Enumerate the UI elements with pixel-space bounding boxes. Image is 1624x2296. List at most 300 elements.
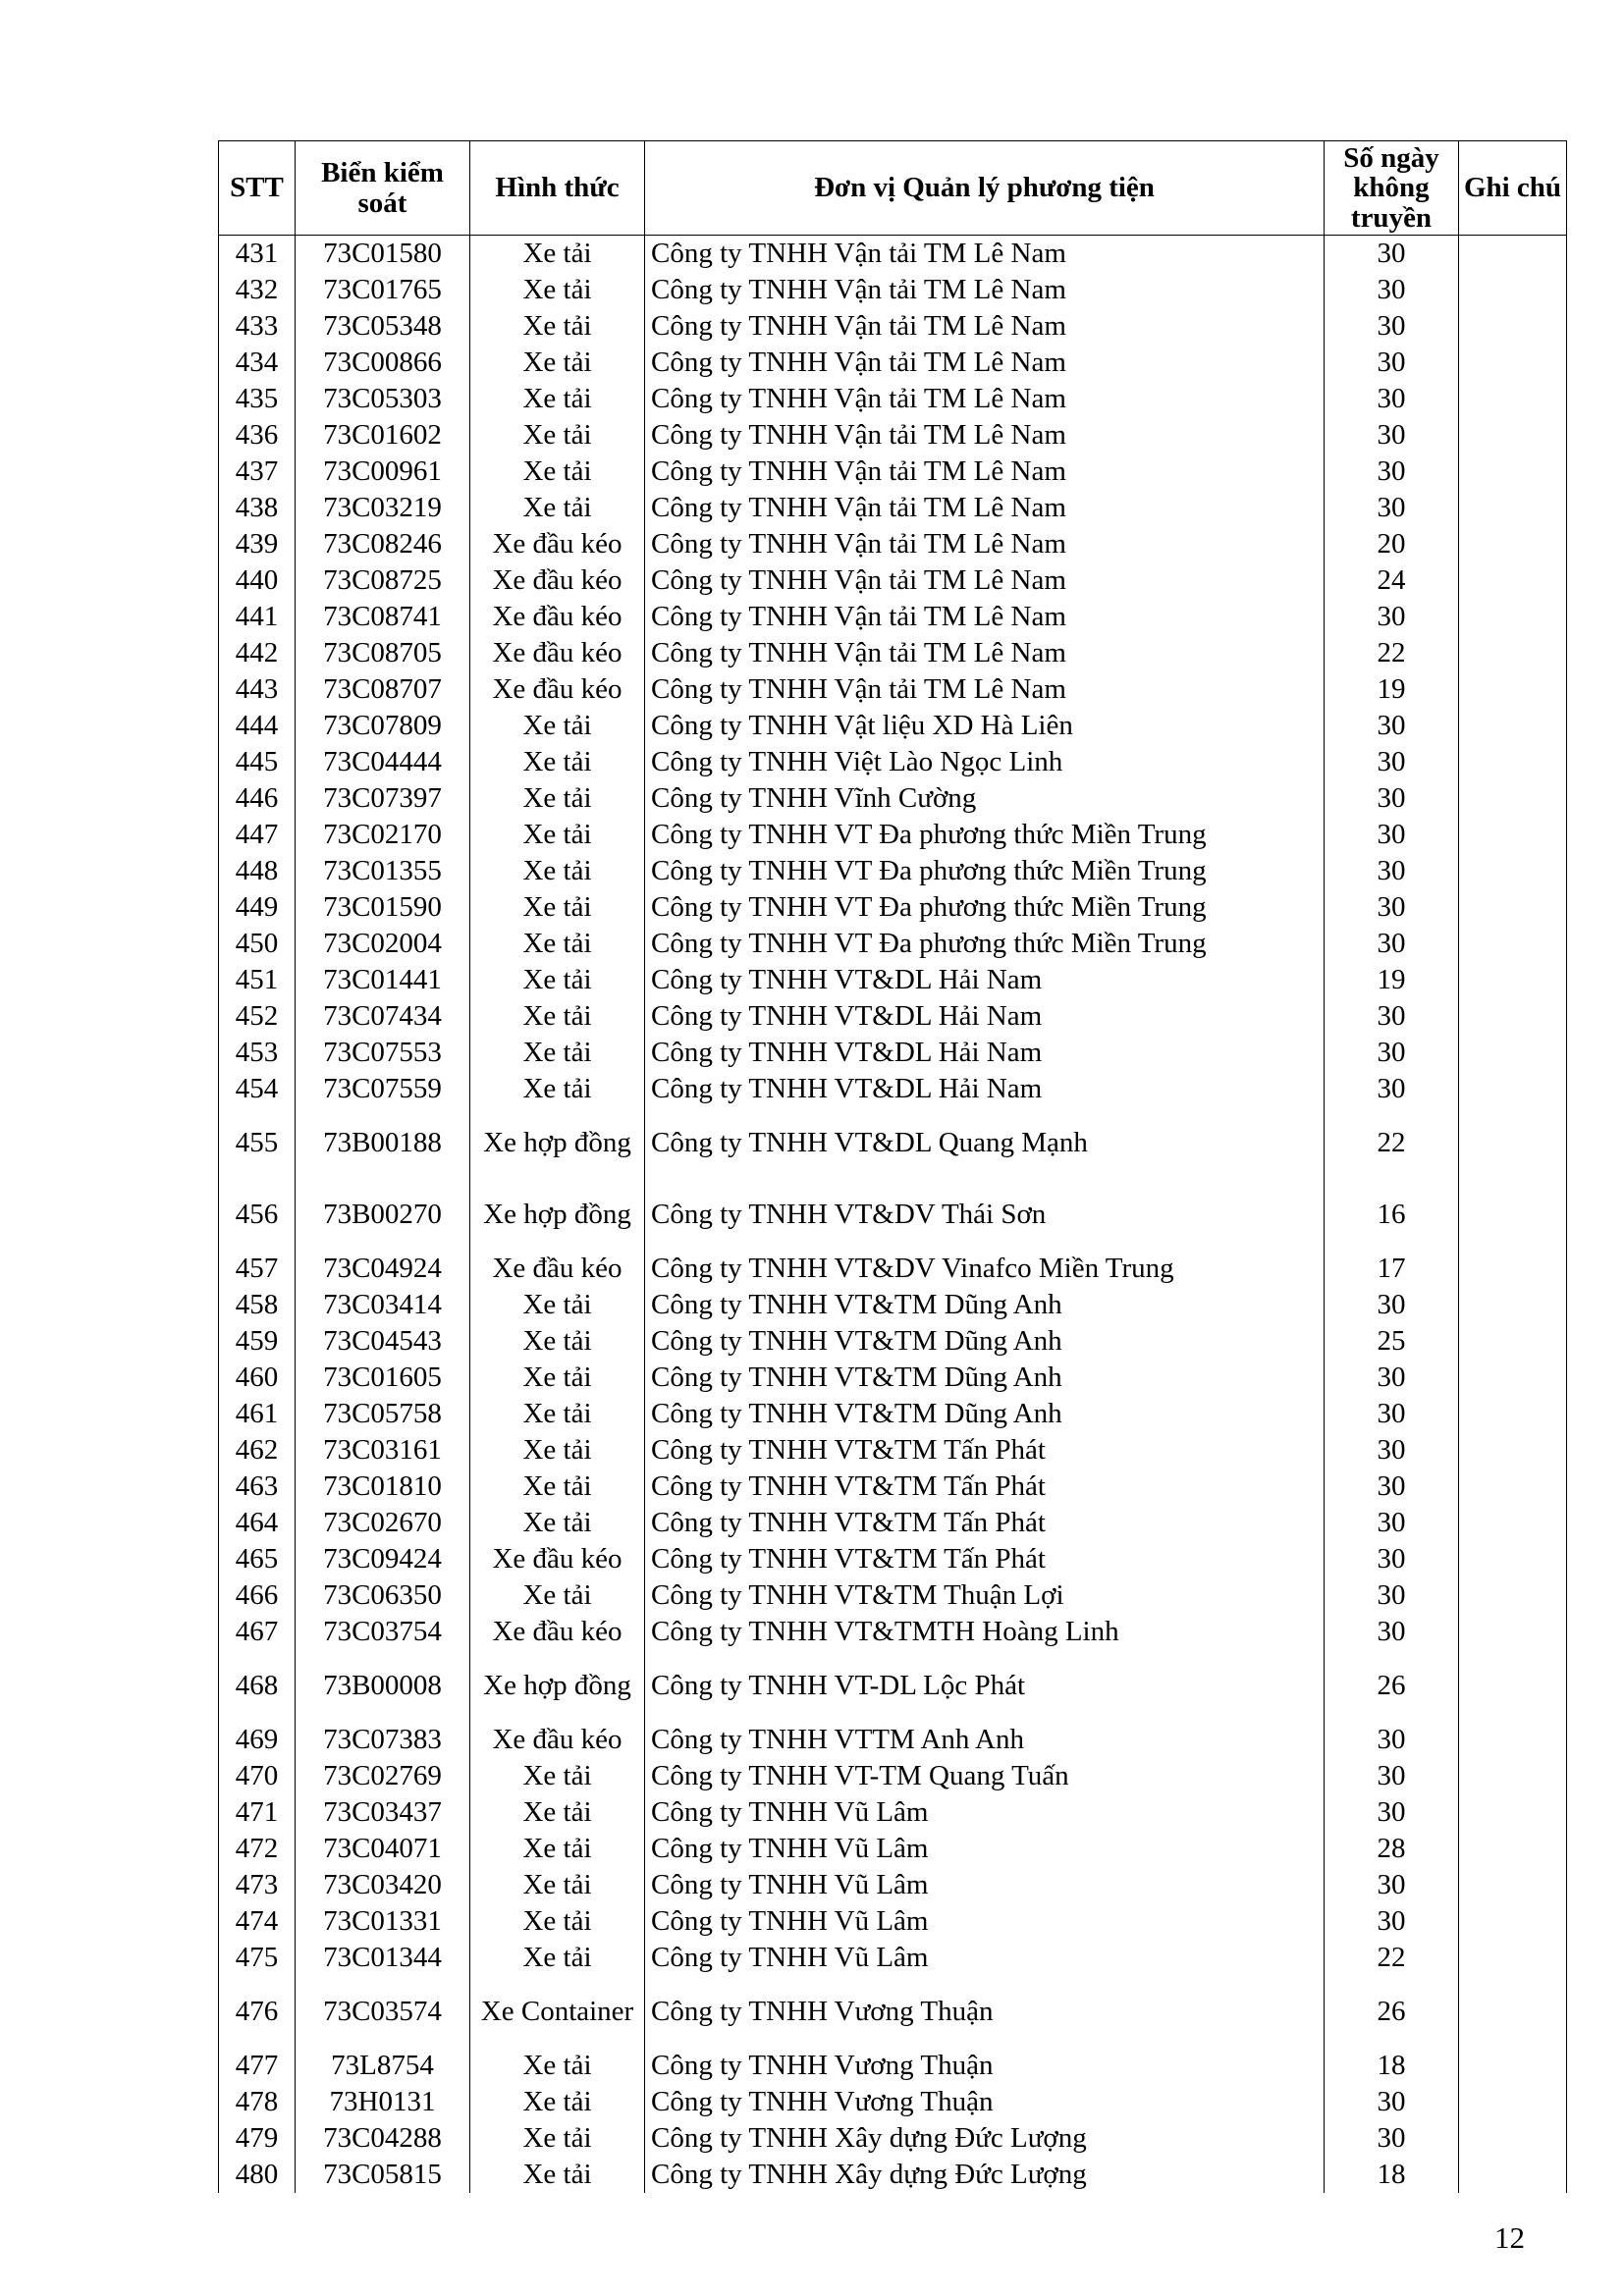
cell-days: 17 [1325, 1251, 1459, 1287]
cell-type: Xe tải [470, 454, 645, 490]
cell-stt: 470 [219, 1758, 296, 1794]
cell-stt: 442 [219, 635, 296, 671]
cell-plate: 73C08725 [296, 562, 470, 599]
table-row [219, 2157, 1567, 2193]
cell-days: 30 [1325, 1722, 1459, 1758]
header-days: Số ngày không truyền [1325, 141, 1459, 236]
table-row [219, 1251, 1567, 1287]
cell-plate: 73C01580 [296, 236, 470, 272]
cell-days: 30 [1325, 744, 1459, 780]
header-plate: Biển kiểm soát [296, 141, 470, 236]
table-row [219, 417, 1567, 454]
cell-days: 22 [1325, 635, 1459, 671]
table-row [219, 780, 1567, 817]
cell-type: Xe tải [470, 1903, 645, 1940]
cell-plate: 73C05303 [296, 381, 470, 417]
cell-stt: 438 [219, 490, 296, 526]
cell-days: 25 [1325, 1323, 1459, 1360]
cell-days: 30 [1325, 2120, 1459, 2157]
cell-days: 18 [1325, 2157, 1459, 2193]
table-row [219, 708, 1567, 744]
cell-stt: 452 [219, 998, 296, 1035]
cell-note [1459, 1505, 1567, 1541]
cell-days: 24 [1325, 562, 1459, 599]
cell-type: Xe đầu kéo [470, 671, 645, 708]
cell-plate: 73C03754 [296, 1614, 470, 1650]
cell-unit: Công ty TNHH VT&TM Tấn Phát [645, 1541, 1325, 1577]
cell-stt: 431 [219, 236, 296, 272]
cell-note [1459, 1541, 1567, 1577]
cell-days: 30 [1325, 490, 1459, 526]
cell-note [1459, 2048, 1567, 2084]
header-unit: Đơn vị Quản lý phương tiện [645, 141, 1325, 236]
cell-type: Xe đầu kéo [470, 1251, 645, 1287]
cell-plate: 73C04288 [296, 2120, 470, 2157]
cell-days: 30 [1325, 853, 1459, 889]
cell-unit: Công ty TNHH VT&TM Dũng Anh [645, 1287, 1325, 1323]
cell-plate: 73C00866 [296, 345, 470, 381]
cell-unit: Công ty TNHH VT-TM Quang Tuấn [645, 1758, 1325, 1794]
cell-unit: Công ty TNHH VT&TM Dũng Anh [645, 1360, 1325, 1396]
cell-type: Xe tải [470, 2120, 645, 2157]
cell-stt: 446 [219, 780, 296, 817]
cell-type: Xe hợp đồng [470, 1650, 645, 1722]
cell-plate: 73C07397 [296, 780, 470, 817]
table-row [219, 962, 1567, 998]
table-row [219, 1577, 1567, 1614]
cell-unit: Công ty TNHH VT&DL Hải Nam [645, 962, 1325, 998]
cell-days: 30 [1325, 272, 1459, 308]
cell-stt: 472 [219, 1831, 296, 1867]
cell-note [1459, 236, 1567, 272]
cell-plate: 73C08246 [296, 526, 470, 562]
cell-note [1459, 962, 1567, 998]
cell-plate: 73C01355 [296, 853, 470, 889]
cell-days: 19 [1325, 962, 1459, 998]
table-row [219, 1107, 1567, 1179]
cell-type: Xe tải [470, 889, 645, 926]
cell-plate: 73C01765 [296, 272, 470, 308]
cell-unit: Công ty TNHH VT&TM Tấn Phát [645, 1505, 1325, 1541]
cell-plate: 73L8754 [296, 2048, 470, 2084]
cell-note [1459, 381, 1567, 417]
cell-type: Xe tải [470, 744, 645, 780]
cell-type: Xe đầu kéo [470, 635, 645, 671]
cell-days: 30 [1325, 889, 1459, 926]
cell-plate: 73C01605 [296, 1360, 470, 1396]
cell-note [1459, 345, 1567, 381]
cell-stt: 456 [219, 1179, 296, 1251]
cell-unit: Công ty TNHH Vận tải TM Lê Nam [645, 236, 1325, 272]
cell-type: Xe tải [470, 2157, 645, 2193]
cell-plate: 73C02170 [296, 817, 470, 853]
cell-unit: Công ty TNHH VT&TM Dũng Anh [645, 1396, 1325, 1432]
cell-stt: 479 [219, 2120, 296, 2157]
cell-days: 22 [1325, 1107, 1459, 1179]
cell-note [1459, 1432, 1567, 1468]
cell-plate: 73C01441 [296, 962, 470, 998]
cell-stt: 444 [219, 708, 296, 744]
cell-plate: 73C08741 [296, 599, 470, 635]
table-row [219, 1468, 1567, 1505]
cell-note [1459, 2157, 1567, 2193]
cell-days: 28 [1325, 1831, 1459, 1867]
table-row [219, 744, 1567, 780]
cell-note [1459, 1577, 1567, 1614]
cell-type: Xe tải [470, 417, 645, 454]
cell-note [1459, 708, 1567, 744]
cell-note [1459, 1179, 1567, 1251]
cell-type: Xe tải [470, 236, 645, 272]
cell-plate: 73C05348 [296, 308, 470, 345]
cell-plate: 73C03161 [296, 1432, 470, 1468]
table-row [219, 817, 1567, 853]
cell-days: 30 [1325, 308, 1459, 345]
cell-type: Xe tải [470, 272, 645, 308]
table-row [219, 1650, 1567, 1722]
cell-note [1459, 1614, 1567, 1650]
table-row [219, 1360, 1567, 1396]
header-note: Ghi chú [1459, 141, 1567, 236]
cell-days: 30 [1325, 817, 1459, 853]
cell-note [1459, 454, 1567, 490]
cell-stt: 476 [219, 1976, 296, 2048]
cell-note [1459, 1107, 1567, 1179]
cell-type: Xe tải [470, 1396, 645, 1432]
cell-unit: Công ty TNHH Vận tải TM Lê Nam [645, 671, 1325, 708]
cell-note [1459, 1396, 1567, 1432]
cell-type: Xe tải [470, 1287, 645, 1323]
cell-type: Xe tải [470, 381, 645, 417]
cell-stt: 450 [219, 926, 296, 962]
cell-days: 18 [1325, 2048, 1459, 2084]
cell-stt: 464 [219, 1505, 296, 1541]
cell-plate: 73C03437 [296, 1794, 470, 1831]
cell-plate: 73H0131 [296, 2084, 470, 2120]
cell-days: 30 [1325, 998, 1459, 1035]
cell-note [1459, 1650, 1567, 1722]
cell-plate: 73C04071 [296, 1831, 470, 1867]
cell-type: Xe tải [470, 926, 645, 962]
cell-days: 30 [1325, 1360, 1459, 1396]
cell-stt: 457 [219, 1251, 296, 1287]
cell-days: 30 [1325, 1794, 1459, 1831]
cell-stt: 460 [219, 1360, 296, 1396]
table-header-row [219, 141, 1567, 236]
table-row [219, 635, 1567, 671]
cell-type: Xe tải [470, 1794, 645, 1831]
cell-note [1459, 490, 1567, 526]
table-row [219, 1903, 1567, 1940]
cell-note [1459, 926, 1567, 962]
cell-type: Xe tải [470, 1360, 645, 1396]
table-row [219, 1867, 1567, 1903]
cell-note [1459, 744, 1567, 780]
cell-unit: Công ty TNHH Xây dựng Đức Lượng [645, 2157, 1325, 2193]
cell-plate: 73C03219 [296, 490, 470, 526]
cell-days: 30 [1325, 1577, 1459, 1614]
cell-days: 30 [1325, 2084, 1459, 2120]
cell-type: Xe tải [470, 2048, 645, 2084]
table-row [219, 599, 1567, 635]
cell-plate: 73C03414 [296, 1287, 470, 1323]
cell-stt: 449 [219, 889, 296, 926]
cell-type: Xe tải [470, 345, 645, 381]
cell-stt: 448 [219, 853, 296, 889]
cell-unit: Công ty TNHH VT Đa phương thức Miền Trung [645, 853, 1325, 889]
cell-stt: 474 [219, 1903, 296, 1940]
table-row [219, 2084, 1567, 2120]
cell-note [1459, 1758, 1567, 1794]
cell-note [1459, 2120, 1567, 2157]
cell-unit: Công ty TNHH Vũ Lâm [645, 1831, 1325, 1867]
cell-unit: Công ty TNHH VT&DV Thái Sơn [645, 1179, 1325, 1251]
cell-unit: Công ty TNHH VT&DV Vinafco Miền Trung [645, 1251, 1325, 1287]
header-type: Hình thức [470, 141, 645, 236]
table-row [219, 1614, 1567, 1650]
cell-type: Xe hợp đồng [470, 1107, 645, 1179]
cell-unit: Công ty TNHH Vận tải TM Lê Nam [645, 308, 1325, 345]
cell-stt: 432 [219, 272, 296, 308]
cell-type: Xe tải [470, 1035, 645, 1071]
cell-type: Xe đầu kéo [470, 562, 645, 599]
cell-stt: 466 [219, 1577, 296, 1614]
cell-plate: 73C07559 [296, 1071, 470, 1107]
cell-unit: Công ty TNHH VT&TM Tấn Phát [645, 1468, 1325, 1505]
cell-unit: Công ty TNHH Vận tải TM Lê Nam [645, 526, 1325, 562]
cell-days: 30 [1325, 1505, 1459, 1541]
table-row [219, 1323, 1567, 1360]
cell-note [1459, 2084, 1567, 2120]
cell-stt: 445 [219, 744, 296, 780]
table-row [219, 1179, 1567, 1251]
cell-unit: Công ty TNHH Vũ Lâm [645, 1903, 1325, 1940]
cell-stt: 437 [219, 454, 296, 490]
cell-plate: 73C02670 [296, 1505, 470, 1541]
cell-type: Xe đầu kéo [470, 526, 645, 562]
cell-plate: 73C01602 [296, 417, 470, 454]
cell-stt: 461 [219, 1396, 296, 1432]
cell-type: Xe tải [470, 962, 645, 998]
cell-days: 30 [1325, 1614, 1459, 1650]
cell-stt: 451 [219, 962, 296, 998]
cell-days: 30 [1325, 381, 1459, 417]
cell-unit: Công ty TNHH Vương Thuận [645, 2084, 1325, 2120]
cell-type: Xe Container [470, 1976, 645, 2048]
cell-unit: Công ty TNHH Vận tải TM Lê Nam [645, 272, 1325, 308]
cell-days: 30 [1325, 599, 1459, 635]
cell-unit: Công ty TNHH Vận tải TM Lê Nam [645, 345, 1325, 381]
cell-note [1459, 1323, 1567, 1360]
cell-days: 30 [1325, 1867, 1459, 1903]
cell-note [1459, 1251, 1567, 1287]
table-row [219, 1396, 1567, 1432]
cell-type: Xe đầu kéo [470, 1722, 645, 1758]
cell-days: 30 [1325, 1903, 1459, 1940]
table-row [219, 1541, 1567, 1577]
cell-plate: 73C07553 [296, 1035, 470, 1071]
cell-days: 30 [1325, 345, 1459, 381]
cell-days: 26 [1325, 1976, 1459, 2048]
cell-plate: 73C06350 [296, 1577, 470, 1614]
cell-note [1459, 1903, 1567, 1940]
cell-type: Xe tải [470, 817, 645, 853]
cell-stt: 453 [219, 1035, 296, 1071]
cell-note [1459, 417, 1567, 454]
cell-unit: Công ty TNHH VT-DL Lộc Phát [645, 1650, 1325, 1722]
cell-plate: 73C01344 [296, 1940, 470, 1976]
table-row [219, 998, 1567, 1035]
cell-note [1459, 1976, 1567, 2048]
cell-type: Xe đầu kéo [470, 1541, 645, 1577]
table-row [219, 272, 1567, 308]
cell-stt: 463 [219, 1468, 296, 1505]
cell-days: 30 [1325, 1396, 1459, 1432]
cell-days: 30 [1325, 417, 1459, 454]
cell-unit: Công ty TNHH VT Đa phương thức Miền Trung [645, 926, 1325, 962]
cell-stt: 462 [219, 1432, 296, 1468]
cell-stt: 434 [219, 345, 296, 381]
cell-days: 16 [1325, 1179, 1459, 1251]
cell-note [1459, 599, 1567, 635]
cell-plate: 73C08705 [296, 635, 470, 671]
cell-stt: 436 [219, 417, 296, 454]
cell-type: Xe tải [470, 490, 645, 526]
cell-unit: Công ty TNHH Vĩnh Cường [645, 780, 1325, 817]
cell-plate: 73C02004 [296, 926, 470, 962]
cell-plate: 73C04444 [296, 744, 470, 780]
cell-stt: 469 [219, 1722, 296, 1758]
cell-type: Xe tải [470, 1071, 645, 1107]
cell-type: Xe tải [470, 853, 645, 889]
table-row [219, 526, 1567, 562]
cell-note [1459, 1831, 1567, 1867]
cell-type: Xe tải [470, 998, 645, 1035]
page-number: 12 [1494, 2220, 1525, 2255]
cell-note [1459, 1794, 1567, 1831]
cell-days: 20 [1325, 526, 1459, 562]
cell-stt: 471 [219, 1794, 296, 1831]
cell-unit: Công ty TNHH VT&TMTH Hoàng Linh [645, 1614, 1325, 1650]
cell-stt: 441 [219, 599, 296, 635]
cell-type: Xe tải [470, 308, 645, 345]
cell-stt: 468 [219, 1650, 296, 1722]
table-row [219, 2048, 1567, 2084]
cell-stt: 477 [219, 2048, 296, 2084]
cell-plate: 73C05758 [296, 1396, 470, 1432]
table-row [219, 1940, 1567, 1976]
table-row [219, 1432, 1567, 1468]
cell-note [1459, 1722, 1567, 1758]
cell-type: Xe tải [470, 1940, 645, 1976]
cell-note [1459, 1071, 1567, 1107]
cell-stt: 455 [219, 1107, 296, 1179]
cell-days: 30 [1325, 1071, 1459, 1107]
cell-type: Xe tải [470, 1505, 645, 1541]
cell-plate: 73C09424 [296, 1541, 470, 1577]
cell-type: Xe tải [470, 1323, 645, 1360]
table-row [219, 1976, 1567, 2048]
cell-unit: Công ty TNHH Vũ Lâm [645, 1867, 1325, 1903]
cell-type: Xe tải [470, 780, 645, 817]
cell-unit: Công ty TNHH VT&TM Thuận Lợi [645, 1577, 1325, 1614]
cell-plate: 73C07434 [296, 998, 470, 1035]
cell-stt: 443 [219, 671, 296, 708]
cell-days: 30 [1325, 708, 1459, 744]
cell-unit: Công ty TNHH Vận tải TM Lê Nam [645, 490, 1325, 526]
cell-note [1459, 817, 1567, 853]
cell-unit: Công ty TNHH Việt Lào Ngọc Linh [645, 744, 1325, 780]
table-row [219, 345, 1567, 381]
cell-stt: 478 [219, 2084, 296, 2120]
table-row [219, 1071, 1567, 1107]
cell-unit: Công ty TNHH VT&DL Hải Nam [645, 1071, 1325, 1107]
header-stt: STT [219, 141, 296, 236]
cell-note [1459, 526, 1567, 562]
cell-stt: 447 [219, 817, 296, 853]
cell-days: 30 [1325, 1758, 1459, 1794]
cell-type: Xe tải [470, 1758, 645, 1794]
cell-type: Xe đầu kéo [470, 1614, 645, 1650]
table-row [219, 454, 1567, 490]
cell-days: 30 [1325, 926, 1459, 962]
cell-stt: 439 [219, 526, 296, 562]
cell-note [1459, 1867, 1567, 1903]
table-row [219, 1794, 1567, 1831]
cell-plate: 73C07809 [296, 708, 470, 744]
cell-unit: Công ty TNHH VT Đa phương thức Miền Trung [645, 817, 1325, 853]
table-row [219, 2120, 1567, 2157]
cell-note [1459, 1360, 1567, 1396]
cell-unit: Công ty TNHH Vũ Lâm [645, 1940, 1325, 1976]
cell-unit: Công ty TNHH Vật liệu XD Hà Liên [645, 708, 1325, 744]
cell-days: 30 [1325, 454, 1459, 490]
cell-plate: 73C00961 [296, 454, 470, 490]
table-row [219, 308, 1567, 345]
cell-type: Xe tải [470, 1831, 645, 1867]
cell-plate: 73C01810 [296, 1468, 470, 1505]
cell-note [1459, 635, 1567, 671]
cell-stt: 467 [219, 1614, 296, 1650]
table-row [219, 1505, 1567, 1541]
cell-days: 30 [1325, 1035, 1459, 1071]
cell-days: 30 [1325, 1287, 1459, 1323]
cell-days: 30 [1325, 780, 1459, 817]
cell-note [1459, 780, 1567, 817]
cell-stt: 440 [219, 562, 296, 599]
table-row [219, 1722, 1567, 1758]
cell-unit: Công ty TNHH VT&TM Tấn Phát [645, 1432, 1325, 1468]
table-row [219, 381, 1567, 417]
cell-type: Xe tải [470, 1432, 645, 1468]
cell-plate: 73C03420 [296, 1867, 470, 1903]
table-row [219, 926, 1567, 962]
table-row [219, 1831, 1567, 1867]
cell-plate: 73C02769 [296, 1758, 470, 1794]
cell-stt: 435 [219, 381, 296, 417]
cell-note [1459, 889, 1567, 926]
cell-days: 19 [1325, 671, 1459, 708]
cell-days: 26 [1325, 1650, 1459, 1722]
table-row [219, 671, 1567, 708]
cell-plate: 73B00270 [296, 1179, 470, 1251]
cell-unit: Công ty TNHH VTTM Anh Anh [645, 1722, 1325, 1758]
cell-stt: 480 [219, 2157, 296, 2193]
cell-stt: 458 [219, 1287, 296, 1323]
cell-unit: Công ty TNHH Vũ Lâm [645, 1794, 1325, 1831]
cell-plate: 73C01331 [296, 1903, 470, 1940]
cell-plate: 73C07383 [296, 1722, 470, 1758]
